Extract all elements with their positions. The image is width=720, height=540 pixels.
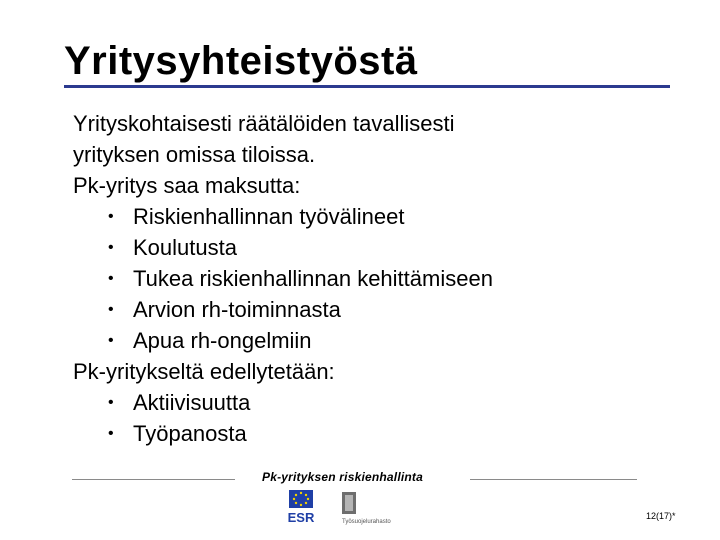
intro-line-1: Yrityskohtaisesti räätälöiden tavallisesti — [73, 111, 455, 136]
section2-heading: Pk-yritykseltä edellytetään: — [73, 359, 335, 384]
list-item: • Koulutusta — [107, 232, 673, 263]
section1-list — [73, 201, 673, 356]
list-item: • Aktiivisuutta — [107, 387, 673, 418]
footer-banner-text: Pk-yrityksen riskienhallinta — [262, 470, 424, 484]
list-item: • Apua rh-ongelmiin — [107, 325, 673, 356]
tsr-emblem-icon — [340, 490, 396, 526]
title-underline — [64, 85, 670, 88]
bullet-icon: • — [108, 425, 114, 442]
bullet-icon: • — [108, 394, 114, 411]
list-item: • Arvion rh-toiminnasta — [107, 294, 673, 325]
intro-line-2: yrityksen omissa tiloissa. — [73, 142, 316, 167]
page-number: 12(17)* — [646, 511, 676, 521]
list-item: • Riskienhallinnan työvälineet — [107, 201, 673, 232]
svg-text:Työsuojelurahasto: Työsuojelurahasto — [342, 519, 391, 525]
bullet-icon: • — [108, 332, 114, 349]
list-item: • Tukea riskienhallinnan kehittämiseen — [107, 263, 673, 294]
section2-list — [73, 387, 673, 449]
bullet-icon: • — [108, 239, 114, 256]
slide-content — [73, 108, 673, 449]
bullet-icon: • — [108, 270, 114, 287]
esr-logo — [283, 490, 319, 526]
section1-heading: Pk-yritys saa maksutta: — [73, 173, 301, 198]
bullet-icon: • — [108, 301, 114, 318]
eu-stars-icon — [283, 490, 319, 526]
svg-text:ESR: ESR — [287, 510, 315, 525]
list-item: • Työpanosta — [107, 418, 673, 449]
bullet-icon: • — [108, 208, 114, 225]
footer-divider-right — [470, 479, 637, 480]
footer-divider-left — [72, 479, 235, 480]
tsr-logo — [340, 490, 396, 526]
slide-title: Yritysyhteistyöstä — [64, 39, 418, 83]
